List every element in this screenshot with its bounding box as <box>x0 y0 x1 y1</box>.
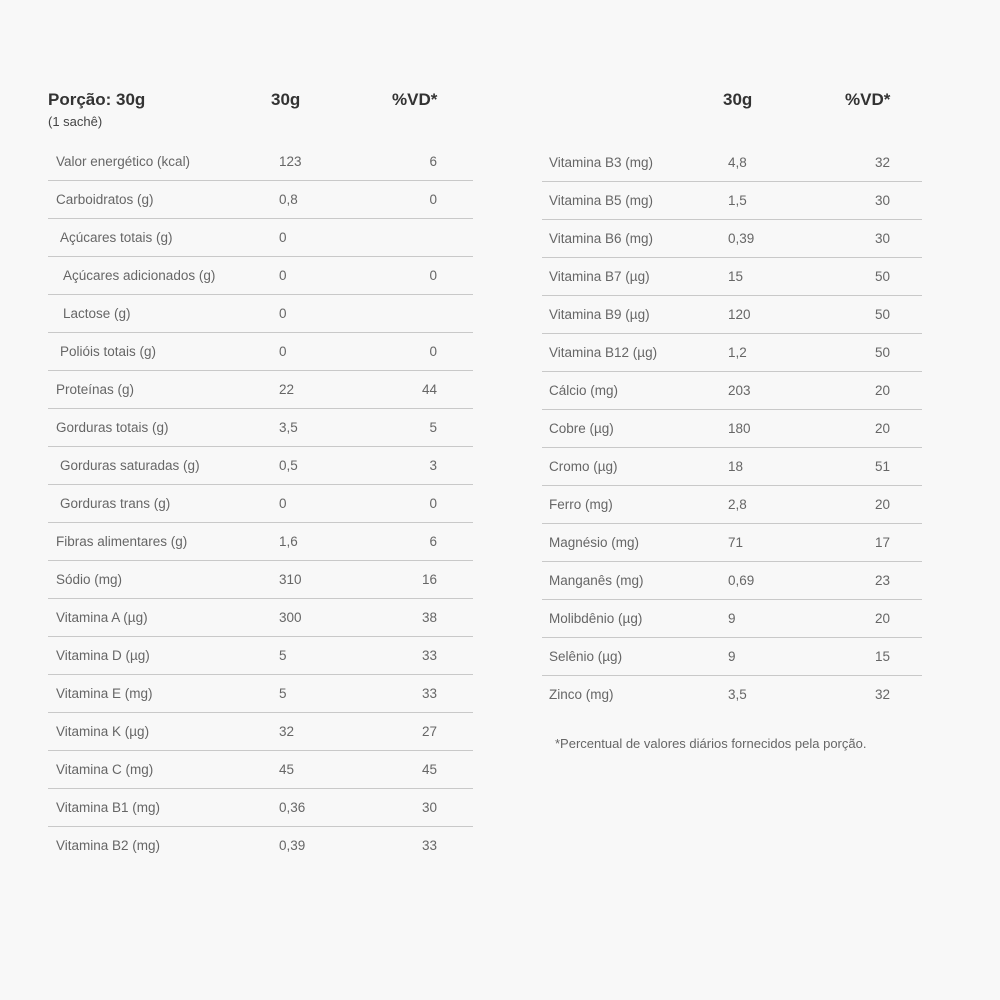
nutrient-name: Valor energético (kcal) <box>56 154 191 169</box>
nutrient-name: Vitamina B12 (µg) <box>549 345 658 360</box>
table-row <box>48 295 473 333</box>
nutrient-name: Açúcares adicionados (g) <box>63 268 216 283</box>
nutrient-amount: 203 <box>728 383 751 398</box>
nutrient-amount: 15 <box>728 269 744 284</box>
table-row <box>542 524 922 562</box>
nutrient-name: Gorduras trans (g) <box>60 496 171 511</box>
nutrient-name: Vitamina A (µg) <box>56 610 148 625</box>
nutrient-vd: 23 <box>874 573 890 588</box>
nutrient-vd: 32 <box>874 155 890 170</box>
nutrient-vd: 16 <box>421 572 437 587</box>
nutrient-name: Cobre (µg) <box>549 421 614 436</box>
nutrient-amount: 18 <box>728 459 744 474</box>
table-row <box>48 257 473 295</box>
nutrient-name: Vitamina B1 (mg) <box>56 800 161 815</box>
nutrient-amount: 0,8 <box>279 192 298 207</box>
table-row <box>48 637 473 675</box>
nutrient-vd: 50 <box>874 345 890 360</box>
table-row <box>48 599 473 637</box>
nutrient-vd: 0 <box>429 496 437 511</box>
table-row <box>48 713 473 751</box>
nutrient-amount: 9 <box>728 611 736 626</box>
nutrient-vd: 0 <box>429 344 437 359</box>
nutrient-vd: 30 <box>874 193 890 208</box>
nutrient-vd: 38 <box>421 610 437 625</box>
nutrient-name: Fibras alimentares (g) <box>56 534 188 549</box>
portion-title: Porção: 30g <box>48 90 146 109</box>
nutrient-amount: 0,5 <box>279 458 298 473</box>
nutrient-amount: 1,5 <box>728 193 747 208</box>
table-row <box>48 561 473 599</box>
nutrient-amount: 120 <box>728 307 751 322</box>
nutrient-vd: 45 <box>421 762 437 777</box>
table-row <box>542 486 922 524</box>
nutrient-name: Gorduras totais (g) <box>56 420 169 435</box>
nutrient-amount: 5 <box>279 686 287 701</box>
nutrient-vd: 33 <box>421 648 437 663</box>
nutrient-vd: 0 <box>429 268 437 283</box>
nutrient-name: Vitamina B6 (mg) <box>549 231 654 246</box>
table-row <box>542 334 922 372</box>
nutrient-name: Selênio (µg) <box>549 649 623 664</box>
nutrient-name: Zinco (mg) <box>549 687 614 702</box>
nutrient-name: Magnésio (mg) <box>549 535 640 550</box>
nutrient-amount: 3,5 <box>279 420 298 435</box>
table-row <box>542 182 922 220</box>
table-row <box>542 600 922 638</box>
table-row <box>542 638 922 676</box>
nutrient-amount: 0,36 <box>279 800 306 815</box>
table-row <box>48 751 473 789</box>
nutrient-name: Ferro (mg) <box>549 497 613 512</box>
table-row <box>542 410 922 448</box>
nutrient-vd: 5 <box>429 420 437 435</box>
nutrient-amount: 300 <box>279 610 302 625</box>
nutrient-vd: 20 <box>874 383 890 398</box>
table-row <box>542 372 922 410</box>
nutrient-vd: 50 <box>874 269 890 284</box>
nutrient-vd: 50 <box>874 307 890 322</box>
table-row <box>48 409 473 447</box>
nutrient-amount: 0,69 <box>728 573 755 588</box>
nutrient-vd: 20 <box>874 421 890 436</box>
right-nutrition-table <box>542 144 922 713</box>
nutrient-amount: 4,8 <box>728 155 747 170</box>
nutrient-name: Vitamina D (µg) <box>56 648 150 663</box>
footnote: *Percentual de valores diários fornecidos pela porção. <box>555 736 867 751</box>
table-row <box>542 220 922 258</box>
nutrient-vd: 44 <box>421 382 437 397</box>
table-row <box>48 789 473 827</box>
nutrient-vd: 33 <box>421 838 437 853</box>
nutrient-amount: 45 <box>279 762 295 777</box>
table-row <box>542 144 922 182</box>
table-row <box>542 258 922 296</box>
nutrient-amount: 0 <box>279 344 287 359</box>
nutrient-name: Sódio (mg) <box>56 572 123 587</box>
left-amount-header: 30g <box>271 90 301 109</box>
table-row <box>48 675 473 713</box>
nutrient-vd: 32 <box>874 687 890 702</box>
nutrient-amount: 22 <box>279 382 295 397</box>
nutrient-name: Vitamina B5 (mg) <box>549 193 654 208</box>
table-row <box>48 447 473 485</box>
nutrient-vd: 17 <box>874 535 890 550</box>
nutrient-vd: 30 <box>421 800 437 815</box>
nutrient-amount: 2,8 <box>728 497 747 512</box>
nutrient-amount: 32 <box>279 724 295 739</box>
table-row <box>48 523 473 561</box>
nutrient-amount: 0 <box>279 306 287 321</box>
nutrient-name: Vitamina C (mg) <box>56 762 154 777</box>
table-row <box>48 143 473 181</box>
nutrient-vd: 6 <box>429 534 437 549</box>
nutrient-name: Manganês (mg) <box>549 573 644 588</box>
nutrient-amount: 3,5 <box>728 687 747 702</box>
nutrient-vd: 20 <box>874 611 890 626</box>
right-amount-header: 30g <box>723 90 753 109</box>
right-vd-header: %VD* <box>845 90 891 109</box>
nutrient-amount: 1,2 <box>728 345 747 360</box>
nutrient-name: Gorduras saturadas (g) <box>60 458 200 473</box>
nutrient-amount: 123 <box>279 154 302 169</box>
table-row <box>48 181 473 219</box>
table-row <box>48 485 473 523</box>
nutrient-amount: 5 <box>279 648 287 663</box>
nutrient-vd: 6 <box>429 154 437 169</box>
nutrient-name: Lactose (g) <box>63 306 131 321</box>
table-row <box>48 219 473 257</box>
table-row <box>48 371 473 409</box>
table-row <box>48 333 473 371</box>
table-row <box>48 827 473 864</box>
nutrient-name: Proteínas (g) <box>56 382 135 397</box>
table-row <box>542 562 922 600</box>
left-vd-header: %VD* <box>392 90 438 109</box>
nutrient-vd: 27 <box>421 724 437 739</box>
nutrient-vd: 15 <box>874 649 890 664</box>
nutrient-name: Vitamina K (µg) <box>56 724 150 739</box>
nutrient-name: Vitamina B9 (µg) <box>549 307 650 322</box>
nutrient-vd: 20 <box>874 497 890 512</box>
nutrient-name: Vitamina B3 (mg) <box>549 155 654 170</box>
nutrient-amount: 0 <box>279 230 287 245</box>
table-row <box>542 676 922 713</box>
nutrient-name: Cromo (µg) <box>549 459 618 474</box>
nutrient-name: Vitamina E (mg) <box>56 686 153 701</box>
nutrient-amount: 0 <box>279 268 287 283</box>
nutrient-vd: 3 <box>429 458 437 473</box>
nutrient-name: Polióis totais (g) <box>60 344 157 359</box>
nutrient-amount: 1,6 <box>279 534 298 549</box>
table-row <box>542 448 922 486</box>
left-nutrition-table <box>48 143 473 864</box>
nutrient-amount: 0 <box>279 496 287 511</box>
nutrient-vd: 33 <box>421 686 437 701</box>
nutrient-amount: 71 <box>728 535 744 550</box>
nutrient-vd: 51 <box>874 459 890 474</box>
nutrient-name: Molibdênio (µg) <box>549 611 643 626</box>
nutrient-name: Vitamina B7 (µg) <box>549 269 650 284</box>
nutrient-vd: 0 <box>429 192 437 207</box>
table-row <box>542 296 922 334</box>
nutrient-vd: 30 <box>874 231 890 246</box>
nutrient-amount: 180 <box>728 421 751 436</box>
nutrient-name: Vitamina B2 (mg) <box>56 838 161 853</box>
portion-subtitle: (1 sachê) <box>48 114 103 129</box>
nutrient-name: Carboidratos (g) <box>56 192 154 207</box>
nutrient-amount: 9 <box>728 649 736 664</box>
nutrient-amount: 0,39 <box>279 838 306 853</box>
nutrient-amount: 310 <box>279 572 302 587</box>
nutrient-amount: 0,39 <box>728 231 755 246</box>
nutrient-name: Cálcio (mg) <box>549 383 619 398</box>
nutrient-name: Açúcares totais (g) <box>60 230 173 245</box>
